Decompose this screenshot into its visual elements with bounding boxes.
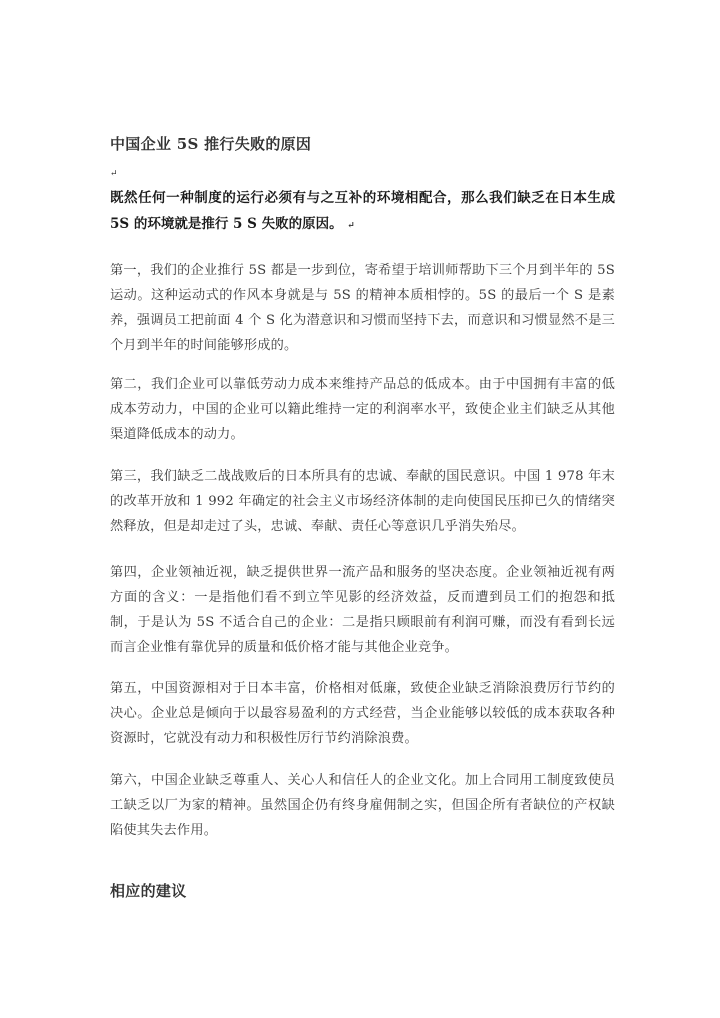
paragraph-5: 第五，中国资源相对于日本丰富，价格相对低廉，致使企业缺乏消除浪费厉行节约的决心。企业总是倾向于以最容易盈利的方式经营，当企业能够以较低的成本获取各种资源时，它就没有动力和积极性厉行节约消除浪费。 — [110, 681, 615, 746]
paragraph-3: 第三，我们缺乏二战战败后的日本所具有的忠诚、奉献的国民意识。中国 1 978 年末的改革开放和 1 992 年确定的社会主义市场经济体制的走向使国民压抑已久的情绪突然释放，但是却走过了头，忠诚、奉献、责任心等意识几乎消失殆尽。 — [110, 469, 615, 534]
document-title: 中国企业 5S 推行失败的原因 — [110, 135, 312, 153]
paragraph-1: 第一，我们的企业推行 5S 都是一步到位，寄希望于培训师帮助下三个月到半年的 5S 运动。这种运动式的作风本身就是与 5S 的精神本质相悖的。5S 的最后一个 S 是素养，强调员工把前面 4 个 S 化为潜意识和习惯而坚持下去，而意识和习惯显然不是三个月到半年的时间能够形成的。 — [110, 263, 615, 353]
lead-text: 既然任何一种制度的运行必须有与之互补的环境相配合，那么我们缺乏在日本生成 5S 的环境就是推行 5 S 失败的原因。 — [110, 190, 615, 232]
lead-paragraph — [110, 185, 615, 237]
paragraph-mark-icon: ↵ — [347, 221, 355, 231]
section-heading: 相应的建议 — [110, 882, 187, 900]
paragraph-mark-icon: ↵ — [110, 169, 118, 179]
paragraph-6: 第六，中国企业缺乏尊重人、关心人和信任人的企业文化。加上合同用工制度致使员工缺乏以厂为家的精神。虽然国企仍有终身雇佣制之实，但国企所有者缺位的产权缺陷使其失去作用。 — [110, 773, 615, 838]
paragraph-4: 第四，企业领袖近视，缺乏提供世界一流产品和服务的坚决态度。企业领袖近视有两方面的含义：一是指他们看不到立竿见影的经济效益，反而遭到员工们的抱怨和抵制，于是认为 5S 不适合自己的企业：二是指只顾眼前有利润可赚，而没有看到长远而言企业惟有靠优异的质量和低价格才能与其他企业竞争。 — [110, 565, 615, 655]
paragraph-2: 第二，我们企业可以靠低劳动力成本来维持产品总的低成本。由于中国拥有丰富的低成本劳动力，中国的企业可以籍此维持一定的利润率水平，致使企业主们缺乏从其他渠道降低成本的动力。 — [110, 377, 615, 442]
